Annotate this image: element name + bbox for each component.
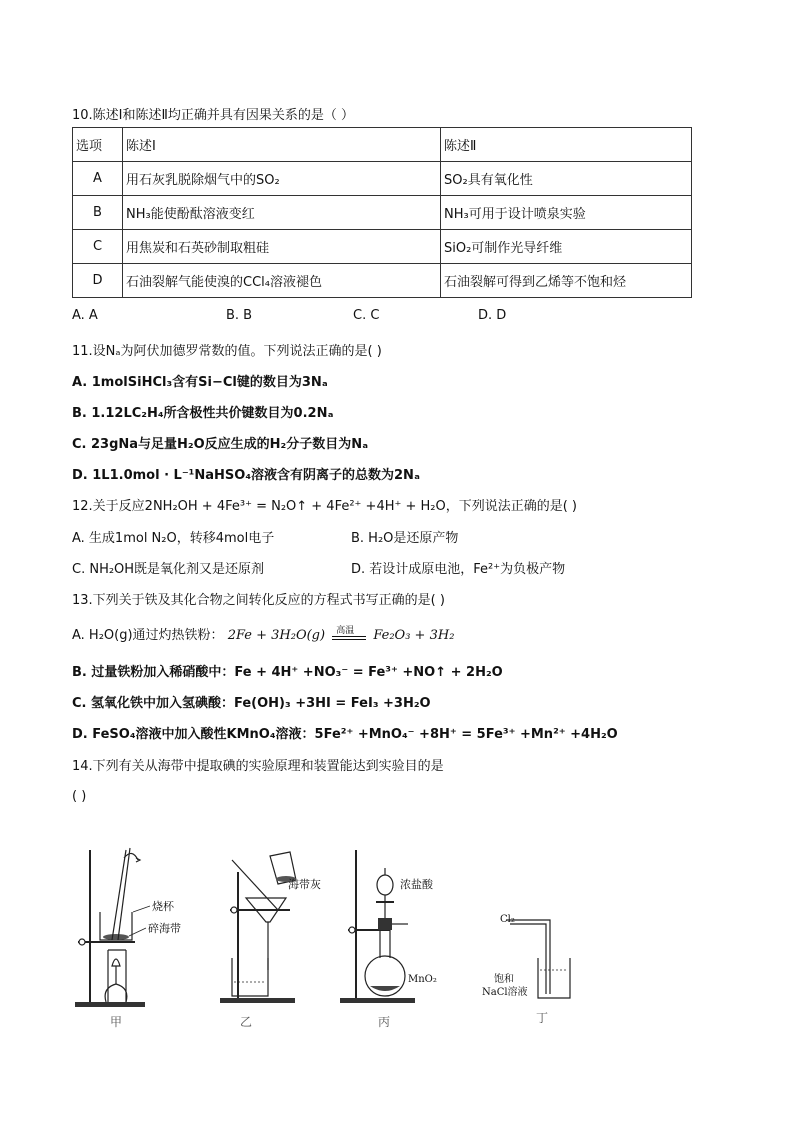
table-row xyxy=(73,196,692,230)
table-cell: 石油裂解气能使溴的CCl₄溶液褪色 xyxy=(123,264,441,298)
reaction-arrow xyxy=(332,625,366,644)
table-cell: SiO₂可制作光导纤维 xyxy=(441,230,692,264)
label-suihaidai: 碎海带 xyxy=(148,922,181,935)
q14-paren: ( ) xyxy=(72,789,87,804)
q11-option-c[interactable]: C. 23gNa与足量H₂O反应生成的H₂分子数目为Nₐ xyxy=(72,437,369,452)
label-cl2: Cl₂ xyxy=(500,914,515,925)
q13-option-d[interactable]: D. FeSO₄溶液中加入酸性KMnO₄溶液：5Fe²⁺ +MnO₄⁻ +8H⁺ = 5Fe³⁺ +Mn²⁺ +4H₂O xyxy=(72,727,618,742)
table-cell: NH₃可用于设计喷泉实验 xyxy=(441,196,692,230)
label-ding: 丁 xyxy=(536,1011,549,1025)
q10-option-b[interactable]: B. B xyxy=(226,308,253,323)
q12-row-2 xyxy=(72,558,672,576)
label-baohe: 饱和 xyxy=(494,974,514,985)
apparatus-yi xyxy=(220,852,321,1029)
table-cell: 用焦炭和石英砂制取粗硅 xyxy=(123,230,441,264)
table-header-cell: 陈述Ⅱ xyxy=(441,128,692,162)
table-cell: C xyxy=(73,230,123,264)
apparatus-jia xyxy=(75,848,181,1029)
q13-option-a[interactable] xyxy=(72,624,454,644)
q14-stem: 14.下列有关从海带中提取碘的实验原理和装置能达到实验目的是 xyxy=(72,759,444,774)
q10-table xyxy=(72,127,692,298)
q11-option-b[interactable]: B. 1.12LC₂H₄所含极性共价键数目为0.2Nₐ xyxy=(72,406,334,421)
label-yi: 乙 xyxy=(240,1015,253,1029)
q10-option-a[interactable]: A. A xyxy=(72,308,98,323)
q11-option-a[interactable]: A. 1molSiHCl₃含有Si−Cl键的数目为3Nₐ xyxy=(72,375,328,390)
label-bing: 丙 xyxy=(378,1015,391,1029)
q11-stem: 11.设Nₐ为阿伏加德罗常数的值。下列说法正确的是( ) xyxy=(72,344,382,359)
label-naclrongye: NaCl溶液 xyxy=(482,987,528,998)
q12-option-c[interactable]: C. NH₂OH既是氧化剂又是还原剂 xyxy=(72,562,265,577)
q10-option-c[interactable]: C. C xyxy=(353,308,380,323)
q13-a-prefix: A. H₂O(g)通过灼热铁粉： xyxy=(72,628,224,643)
table-cell: NH₃能使酚酞溶液变红 xyxy=(123,196,441,230)
table-cell: A xyxy=(73,162,123,196)
table-row xyxy=(73,230,692,264)
q12-row-1 xyxy=(72,527,672,545)
apparatus-bing xyxy=(340,850,437,1029)
table-row xyxy=(73,162,692,196)
q13-option-b[interactable]: B. 过量铁粉加入稀硝酸中：Fe + 4H⁺ +NO₃⁻ = Fe³⁺ +NO↑ + 2H₂O xyxy=(72,665,503,680)
apparatus-ding xyxy=(482,914,570,1025)
q13-a-eq-right: Fe₂O₃ + 3H₂ xyxy=(373,628,455,643)
table-header-cell: 选项 xyxy=(73,128,123,162)
table-cell: SO₂具有氧化性 xyxy=(441,162,692,196)
label-mno2: MnO₂ xyxy=(408,974,437,985)
label-shaobei: 烧杯 xyxy=(152,900,174,913)
table-cell: 石油裂解可得到乙烯等不饱和烃 xyxy=(441,264,692,298)
table-cell: D xyxy=(73,264,123,298)
q12-option-a[interactable]: A. 生成1mol N₂O，转移4mol电子 xyxy=(72,531,275,546)
q10-option-d[interactable]: D. D xyxy=(478,308,507,323)
label-nongyansuan: 浓盐酸 xyxy=(400,878,433,891)
q13-stem: 13.下列关于铁及其化合物之间转化反应的方程式书写正确的是( ) xyxy=(72,593,445,608)
q12-option-b[interactable]: B. H₂O是还原产物 xyxy=(351,531,459,546)
label-haidaihui: 海带灰 xyxy=(288,878,321,891)
reaction-condition: 高温 xyxy=(336,625,355,636)
label-jia: 甲 xyxy=(110,1015,123,1029)
q10-options xyxy=(72,308,572,326)
table-cell: B xyxy=(73,196,123,230)
q13-a-eq-left: 2Fe + 3H₂O(g) xyxy=(227,628,326,643)
table-row xyxy=(73,264,692,298)
table-cell: 用石灰乳脱除烟气中的SO₂ xyxy=(123,162,441,196)
table-row xyxy=(73,128,692,162)
q12-stem: 12.关于反应2NH₂OH + 4Fe³⁺ = N₂O↑ + 4Fe²⁺ +4H⁺ + H₂O，下列说法正确的是( ) xyxy=(72,499,578,514)
q11-option-d[interactable]: D. 1L1.0mol · L⁻¹NaHSO₄溶液含有阴离子的总数为2Nₐ xyxy=(72,468,420,483)
apparatus-figure xyxy=(60,840,620,1035)
q10-stem: 10.陈述Ⅰ和陈述Ⅱ均正确并具有因果关系的是（ ） xyxy=(72,108,355,123)
q13-option-c[interactable]: C. 氢氧化铁中加入氢碘酸：Fe(OH)₃ +3HI = FeI₃ +3H₂O xyxy=(72,696,431,711)
table-header-cell: 陈述Ⅰ xyxy=(123,128,441,162)
q12-option-d[interactable]: D. 若设计成原电池，Fe²⁺为负极产物 xyxy=(351,562,566,577)
